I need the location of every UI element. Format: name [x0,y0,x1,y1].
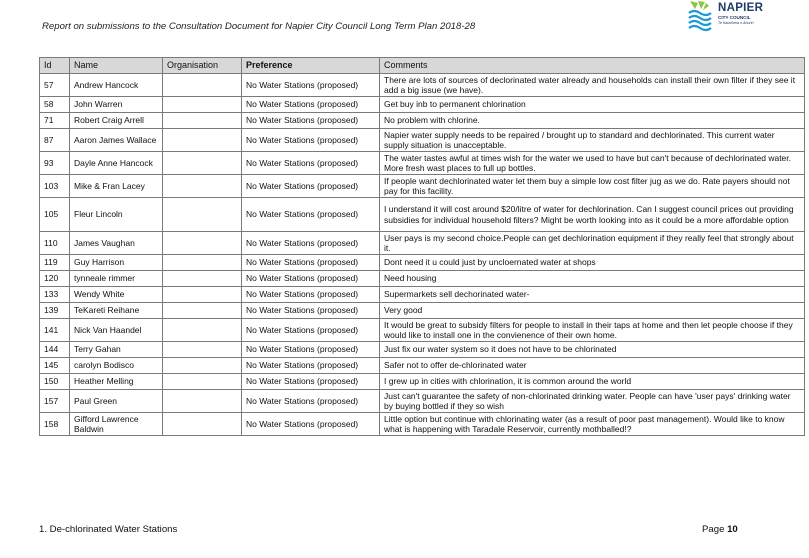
table-row [40,255,805,271]
cell-preference: No Water Stations (proposed) [242,271,380,287]
cell-preference: No Water Stations (proposed) [242,74,380,97]
logo-subtitle: CITY COUNCIL [718,15,751,20]
cell-comments: I understand it will cost around $20/litre of water for dechlorination. Can I suggest council prices out providing subsidies for individual household filters? Might be worth looking into as it could be a more affordable option [380,198,805,232]
report-title: Report on submissions to the Consultation Document for Napier City Council Long Term Plan 2018-28 [42,21,476,32]
cell-preference: No Water Stations (proposed) [242,342,380,358]
cell-preference: No Water Stations (proposed) [242,390,380,413]
cell-comments: The water tastes awful at times wish for the water we used to have but can't because of dechlorinated water. More fresh wast places to full up bottles. [380,152,805,175]
footer-section-title: 1. De-chlorinated Water Stations [39,524,178,535]
cell-id: 158 [40,413,70,436]
col-header-name: Name [70,58,163,74]
footer-page-number [702,524,738,535]
cell-comments: Dont need it u could just by uncloernated water at shops [380,255,805,271]
cell-name: Andrew Hancock [70,74,163,97]
cell-id: 144 [40,342,70,358]
cell-preference: No Water Stations (proposed) [242,303,380,319]
logo-tagline: Te Kaunihera o Ahuriri [718,21,754,25]
cell-organisation [163,198,242,232]
table-row [40,271,805,287]
logo-mark-icon [686,0,716,32]
cell-preference: No Water Stations (proposed) [242,255,380,271]
table-row [40,152,805,175]
cell-preference: No Water Stations (proposed) [242,97,380,113]
cell-comments: No problem with chlorine. [380,113,805,129]
cell-name: James Vaughan [70,232,163,255]
cell-preference: No Water Stations (proposed) [242,374,380,390]
cell-preference: No Water Stations (proposed) [242,113,380,129]
cell-comments: Safer not to offer de-chlorinated water [380,358,805,374]
cell-organisation [163,129,242,152]
cell-id: 105 [40,198,70,232]
cell-organisation [163,271,242,287]
cell-name: Mike & Fran Lacey [70,175,163,198]
cell-name: tynneale rimmer [70,271,163,287]
cell-preference: No Water Stations (proposed) [242,175,380,198]
cell-organisation [163,287,242,303]
cell-name: Paul Green [70,390,163,413]
cell-comments: I grew up in cities with chlorination, it is common around the world [380,374,805,390]
cell-id: 133 [40,287,70,303]
col-header-organisation: Organisation [163,58,242,74]
cell-id: 157 [40,390,70,413]
cell-id: 87 [40,129,70,152]
cell-id: 110 [40,232,70,255]
cell-preference: No Water Stations (proposed) [242,232,380,255]
cell-organisation [163,74,242,97]
page-number: 10 [727,524,738,535]
col-header-id: Id [40,58,70,74]
cell-preference: No Water Stations (proposed) [242,198,380,232]
cell-id: 71 [40,113,70,129]
cell-organisation [163,232,242,255]
logo-brand-name: NAPIER [718,2,764,14]
cell-id: 120 [40,271,70,287]
cell-comments: Supermarkets sell dechorinated water- [380,287,805,303]
cell-comments: User pays is my second choice.People can get dechlorination equipment if they really feel that strongly about it. [380,232,805,255]
cell-id: 93 [40,152,70,175]
col-header-comments: Comments [380,58,805,74]
cell-id: 150 [40,374,70,390]
cell-preference: No Water Stations (proposed) [242,358,380,374]
cell-organisation [163,255,242,271]
cell-preference: No Water Stations (proposed) [242,319,380,342]
cell-id: 119 [40,255,70,271]
cell-id: 141 [40,319,70,342]
cell-preference: No Water Stations (proposed) [242,413,380,436]
cell-name: Nick Van Haandel [70,319,163,342]
cell-comments: There are lots of sources of declorinated water already and households can install their own filter if they see it add a big issue (we have). [380,74,805,97]
table-header-row [40,58,805,74]
cell-organisation [163,97,242,113]
table-row [40,198,805,232]
cell-comments: It would be great to subsidy filters for people to install in their taps at home and then let people choose if they would like to install one in the convienence of their own home. [380,319,805,342]
cell-organisation [163,358,242,374]
cell-id: 103 [40,175,70,198]
cell-organisation [163,175,242,198]
cell-organisation [163,303,242,319]
table-row [40,319,805,342]
table-row [40,413,805,436]
table-row [40,374,805,390]
cell-preference: No Water Stations (proposed) [242,129,380,152]
cell-name: Robert Craig Arrell [70,113,163,129]
cell-comments: If people want dechlorinated water let them buy a simple low cost filter jug as we do. Rate payers should not pay for this facility. [380,175,805,198]
cell-comments: Just can't guarantee the safety of non-chlorinated drinking water. People can have 'user pays' drinking water by buying bottled if they so wish [380,390,805,413]
cell-name: Terry Gahan [70,342,163,358]
cell-name: carolyn Bodisco [70,358,163,374]
cell-id: 57 [40,74,70,97]
cell-organisation [163,413,242,436]
cell-name: Dayle Anne Hancock [70,152,163,175]
cell-id: 58 [40,97,70,113]
table-row [40,97,805,113]
cell-name: Heather Melling [70,374,163,390]
cell-organisation [163,319,242,342]
cell-organisation [163,152,242,175]
cell-organisation [163,113,242,129]
cell-comments: Just fix our water system so it does not have to be chlorinated [380,342,805,358]
cell-organisation [163,390,242,413]
napier-city-council-logo [686,0,776,36]
cell-preference: No Water Stations (proposed) [242,287,380,303]
cell-organisation [163,374,242,390]
cell-preference: No Water Stations (proposed) [242,152,380,175]
cell-name: Aaron James Wallace [70,129,163,152]
cell-comments: Napier water supply needs to be repaired / brought up to standard and dechlorinated. This current water supply situation is unacceptable. [380,129,805,152]
cell-name: Fleur Lincoln [70,198,163,232]
table-row [40,358,805,374]
cell-id: 139 [40,303,70,319]
cell-organisation [163,342,242,358]
table-row [40,342,805,358]
table-row [40,113,805,129]
table-row [40,232,805,255]
table-row [40,129,805,152]
cell-name: Guy Harrison [70,255,163,271]
table-row [40,175,805,198]
col-header-preference: Preference [242,58,380,74]
cell-comments: Little option but continue with chlorinating water (as a result of poor past management). Would like to know what is happening with Taradale Reservoir, currently mothballed!? [380,413,805,436]
table-row [40,74,805,97]
cell-comments: Get buy inb to permanent chlorination [380,97,805,113]
cell-id: 145 [40,358,70,374]
table-row [40,303,805,319]
cell-name: Wendy White [70,287,163,303]
table-row [40,287,805,303]
submissions-table [39,57,805,436]
cell-comments: Need housing [380,271,805,287]
table-row [40,390,805,413]
cell-comments: Very good [380,303,805,319]
page-label: Page [702,524,725,535]
cell-name: Gifford Lawrence Baldwin [70,413,163,436]
cell-name: TeKareti Reihane [70,303,163,319]
cell-name: John Warren [70,97,163,113]
